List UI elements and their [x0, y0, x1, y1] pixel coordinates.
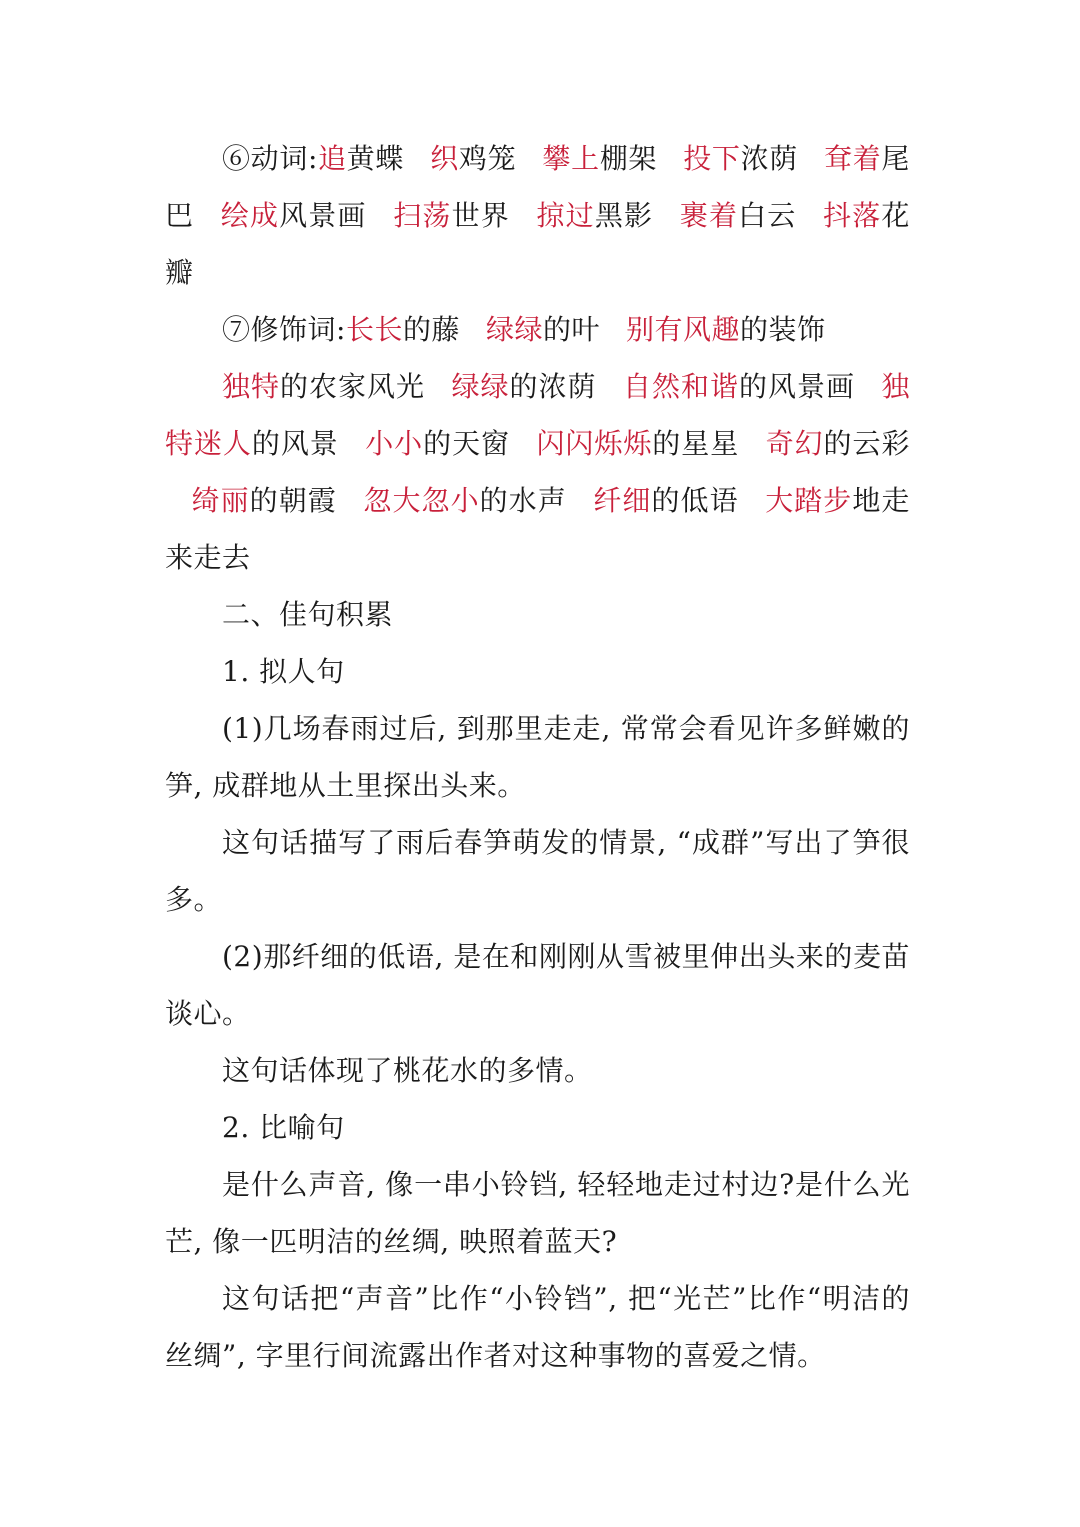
modifiers-label: ⑦修饰词:: [222, 313, 346, 346]
verbs-paragraph: [165, 130, 910, 301]
section-heading: 二、佳句积累: [222, 598, 394, 631]
modifier-item: 别有风趣的装饰: [626, 313, 826, 346]
verb-item: 追黄蝶: [317, 142, 405, 175]
modifier-item: 奇幻的云彩: [765, 427, 910, 460]
verb-item: 抖落花瓣: [165, 199, 910, 289]
verb-item: 攀上棚架: [542, 142, 658, 175]
modifier-item: 绿绿的浓荫: [450, 370, 597, 403]
verb-item: 绘成风景画: [220, 199, 367, 232]
verbs-label: ⑥动词:: [222, 142, 318, 175]
verb-item: 织鸡笼: [430, 142, 517, 175]
verb-item: 耷着尾巴: [165, 142, 910, 232]
modifier-item: 闪闪烁烁的星星: [536, 427, 740, 460]
modifier-item: 忽大忽小的水声: [362, 484, 567, 517]
verb-item: 掠过黑影: [535, 199, 654, 232]
verb-item: 裹着白云: [679, 199, 797, 232]
modifiers-first-line: [165, 301, 910, 358]
example-sentence-2: (2)那纤细的低语, 是在和刚刚从雪被里伸出头来的麦苗谈心。: [165, 940, 910, 1030]
document-page: [165, 130, 910, 1384]
modifiers-paragraph: [165, 358, 910, 586]
modifier-item: 大踏步地走来走去: [165, 484, 910, 574]
example-sentence-1: (1)几场春雨过后, 到那里走走, 常常会看见许多鲜嫩的笋, 成群地从土里探出头来。: [165, 712, 910, 802]
example-note-3: 这句话把“声音”比作“小铃铛”, 把“光芒”比作“明洁的丝绸”, 字里行间流露出作者对这种事物的喜爱之情。: [165, 1282, 910, 1372]
modifier-item: 绮丽的朝霞: [191, 484, 337, 517]
subheading-metaphor: 2. 比喻句: [222, 1111, 345, 1144]
modifier-item: 绿绿的叶: [485, 313, 600, 346]
subheading-personification: 1. 拟人句: [222, 655, 345, 688]
example-note-2: 这句话体现了桃花水的多情。: [222, 1054, 593, 1087]
modifier-item: 自然和谐的风景画: [622, 370, 855, 403]
modifier-item: 独特的农家风光: [222, 370, 425, 403]
verb-item: 投下浓荫: [683, 142, 798, 175]
example-sentence-3: 是什么声音, 像一串小铃铛, 轻轻地走过村边?是什么光芒, 像一匹明洁的丝绸, 映照着蓝天?: [165, 1168, 910, 1258]
modifier-item: 独特迷人的风景: [165, 370, 910, 460]
modifier-item: 长长的藤: [345, 313, 460, 346]
modifier-item: 小小的天窗: [364, 427, 510, 460]
example-note-1: 这句话描写了雨后春笋萌发的情景, “成群”写出了笋很多。: [165, 826, 910, 916]
modifier-item: 纤细的低语: [592, 484, 739, 517]
verb-item: 扫荡世界: [392, 199, 510, 232]
